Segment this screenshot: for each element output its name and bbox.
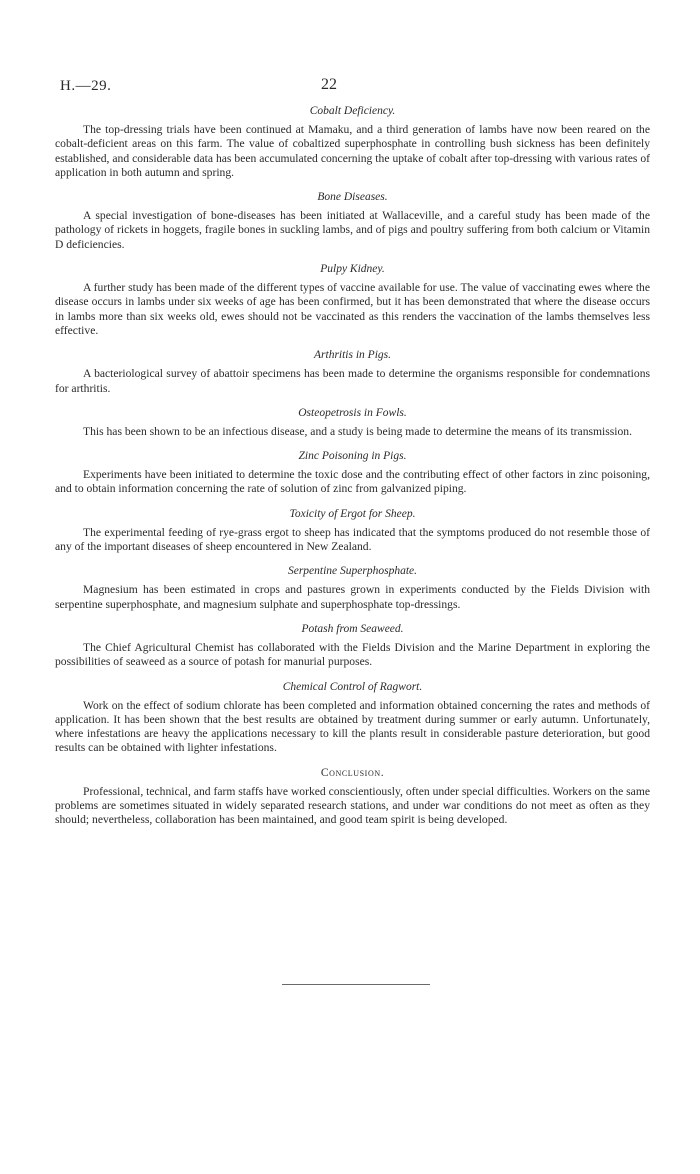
section-toxicity-of-ergot: [55, 507, 650, 555]
section-chemical-control-of-ragwort: [55, 680, 650, 756]
section-paragraph: The top-dressing trials have been continued at Mamaku, and a third generation of lambs have now been reared on the cobalt-deficient areas on this farm. The value of cobaltized superphosphate in controlling bush sickness has been definitely established, and considerable data has been accumulated concerning the uptake of cobalt after top-dressing with various rates of application in both autumn and spring.: [55, 123, 650, 179]
section-zinc-poisoning-in-pigs: [55, 449, 650, 497]
section-heading: Serpentine Superphosphate.: [287, 565, 418, 578]
section-paragraph: Professional, technical, and farm staffs have worked conscientiously, often under special difficulties. Workers on the same problems are sometimes situated in widely separated research stations, and under war conditions do not meet as often as they should; nevertheless, collaboration has been maintained, and good team spirit is being developed.: [55, 784, 650, 827]
section-paragraph: A special investigation of bone-diseases has been initiated at Wallaceville, and a careful study has been made of the pathology of rickets in hoggets, fragile bones in suckling lambs, and of pigs and poultry suffering from both calcium or Vitamin D deficiencies.: [55, 209, 650, 251]
section-heading: Cobalt Deficiency.: [309, 105, 396, 117]
section-paragraph: The Chief Agricultural Chemist has collaborated with the Fields Division and the Marine Department in exploring the possibilities of seaweed as a source of potash for manurial purposes.: [55, 640, 650, 669]
page-content: [55, 104, 650, 838]
document-reference: H.—29.: [60, 78, 112, 94]
section-heading: Potash from Seaweed.: [301, 622, 404, 635]
section-serpentine-superphosphate: [55, 564, 650, 612]
footer-rule: [282, 984, 430, 985]
section-conclusion: [55, 766, 650, 828]
section-heading: Conclusion.: [320, 766, 385, 779]
section-paragraph: A further study has been made of the different types of vaccine available for use. The value of vaccinating ewes where the disease occurs in lambs under six weeks of age has been confirmed, but it has been demonstrated that where the disease occurs in lambs more than six weeks old, ewes should not be vaccinated as this renders the vaccination of the lambs themselves less effective.: [55, 281, 650, 337]
section-paragraph: Work on the effect of sodium chlorate has been completed and information obtained concerning the rates and methods of application. It has been shown that the best results are obtained by treatment during summer or early autumn. Unfortunately, where infestations are heavy the applications necessary to kill the plants result in considerable pasture deterioration, but good results can be obtained with lighter infestations.: [55, 698, 650, 755]
section-arthritis-in-pigs: [55, 348, 650, 396]
section-potash-from-seaweed: [55, 622, 650, 670]
section-cobalt-deficiency: [55, 104, 650, 180]
section-paragraph: Experiments have been initiated to determine the toxic dose and the contributing effect of other factors in zinc poisoning, and to obtain information concerning the rate of solution of zinc from galvanized piping.: [55, 468, 650, 496]
section-heading: Osteopetrosis in Fowls.: [298, 406, 407, 419]
page-header: [60, 78, 650, 98]
section-heading: Pulpy Kidney.: [320, 263, 385, 276]
section-heading: Zinc Poisoning in Pigs.: [298, 450, 407, 463]
page-number: 22: [321, 76, 337, 93]
section-heading: Arthritis in Pigs.: [314, 349, 391, 362]
section-pulpy-kidney: [55, 262, 650, 338]
section-paragraph: Magnesium has been estimated in crops and pastures grown in experiments conducted by the Fields Division with serpentine superphosphate, and magnesium sulphate and superphosphate top-dressings.: [55, 583, 650, 611]
section-paragraph: A bacteriological survey of abattoir specimens has been made to determine the organisms responsible for condemnations for arthritis.: [55, 367, 650, 395]
section-heading: Chemical Control of Ragwort.: [282, 680, 423, 693]
section-paragraph: The experimental feeding of rye-grass ergot to sheep has indicated that the symptoms produced do not resemble those of any of the important diseases of sheep encountered in New Zealand.: [55, 525, 650, 554]
section-paragraph: This has been shown to be an infectious disease, and a study is being made to determine the means of its transmission.: [83, 424, 632, 438]
section-heading: Bone Diseases.: [317, 191, 388, 204]
section-osteopetrosis-in-fowls: [55, 406, 650, 439]
section-bone-diseases: [55, 190, 650, 252]
section-heading: Toxicity of Ergot for Sheep.: [289, 507, 416, 520]
